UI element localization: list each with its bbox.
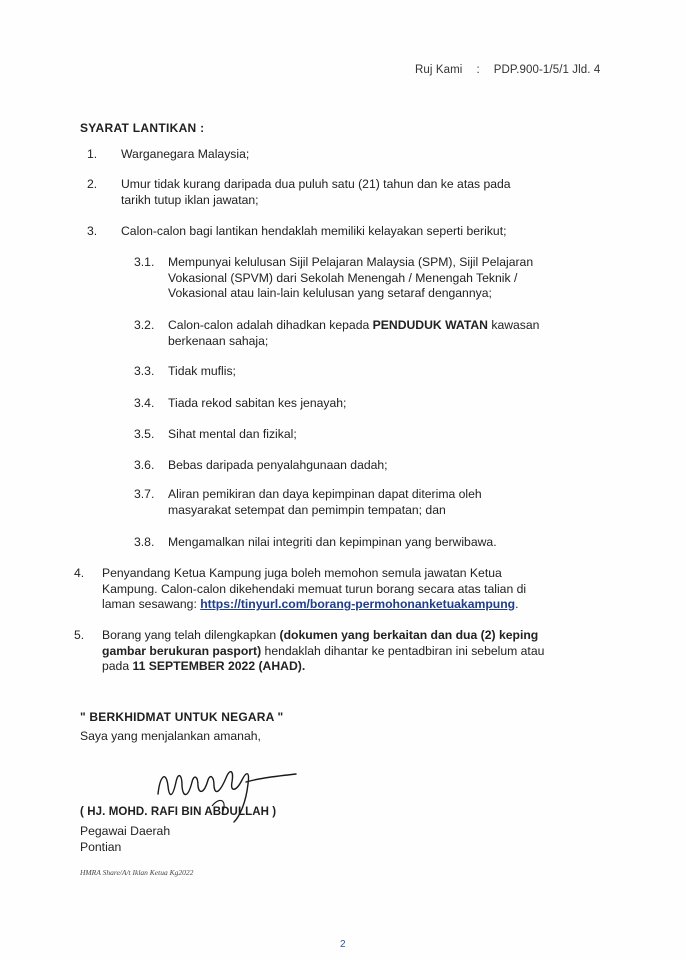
sub-item-number: 3.7. bbox=[134, 487, 155, 501]
sub-item-text: Mengamalkan nilai integriti dan kepimpinan yang berwibawa. bbox=[168, 535, 497, 549]
highlighted-term: PENDUDUK WATAN bbox=[372, 318, 488, 332]
reference-value: PDP.900-1/5/1 Jld. 4 bbox=[493, 64, 601, 76]
sub-item-text-segment: Calon-calon adalah dihadkan kepada bbox=[168, 318, 373, 332]
application-form-link[interactable]: https://tinyurl.com/borang-permohonanketuakampung bbox=[200, 597, 516, 611]
sub-item-text: Bebas daripada penyalahgunaan dadah; bbox=[168, 458, 388, 472]
item-text-line: Umur tidak kurang daripada dua puluh satu (21) tahun dan ke atas pada bbox=[121, 177, 511, 191]
item-text: Warganegara Malaysia; bbox=[121, 147, 250, 161]
item-text-line: tarikh tutup iklan jawatan; bbox=[121, 192, 259, 207]
item-text-segment: laman sesawang: bbox=[102, 597, 201, 611]
sub-item-number: 3.8. bbox=[134, 535, 155, 549]
signatory-district: Pontian bbox=[80, 840, 122, 854]
sub-item-text-line: Aliran pemikiran dan daya kepimpinan dapat diterima oleh bbox=[168, 487, 482, 501]
item-text: Calon-calon bagi lantikan hendaklah memiliki kelayakan seperti berikut; bbox=[121, 224, 507, 238]
sub-item-text-line: berkenaan sahaja; bbox=[168, 333, 269, 348]
motto: " BERKHIDMAT UNTUK NEGARA " bbox=[80, 710, 284, 724]
sub-item-number: 3.5. bbox=[134, 427, 155, 441]
section-heading: SYARAT LANTIKAN : bbox=[80, 121, 205, 135]
item-number: 5. bbox=[74, 628, 85, 642]
item-number: 2. bbox=[87, 177, 98, 191]
sub-item-text-line: Vokasional atau lain-lain kelulusan yang setaraf dengannya; bbox=[168, 286, 492, 300]
item-text-segment: hendaklah dihantar ke pentadbiran ini sebelum atau bbox=[261, 643, 545, 658]
sub-item-text-line: masyarakat setempat dan pemimpin tempatan; dan bbox=[168, 502, 446, 517]
sub-item-text: Tidak muflis; bbox=[168, 364, 236, 378]
sub-item-number: 3.1. bbox=[134, 255, 155, 269]
sub-item-text: Sihat mental dan fizikal; bbox=[168, 427, 297, 441]
page-number: 2 bbox=[340, 939, 346, 950]
file-reference-footer: HMRA Share/A/t Iklan Ketua Kg2022 bbox=[80, 868, 194, 877]
sub-item-text-line: Mempunyai kelulusan Sijil Pelajaran Malaysia (SPM), Sijil Pelajaran bbox=[168, 255, 534, 269]
sub-item-number: 3.2. bbox=[134, 318, 155, 332]
closing-line: Saya yang menjalankan amanah, bbox=[80, 729, 261, 743]
sub-item-number: 3.3. bbox=[134, 364, 155, 378]
sub-item-text: Tiada rekod sabitan kes jenayah; bbox=[168, 396, 347, 410]
reference-separator: : bbox=[476, 64, 480, 76]
highlighted-text: gambar berukuran pasport) bbox=[102, 643, 262, 658]
reference-label: Ruj Kami bbox=[415, 64, 463, 76]
item-text-segment: Borang yang telah dilengkapkan bbox=[102, 628, 280, 642]
sub-item-text-segment: kawasan bbox=[487, 318, 540, 332]
signatory-name: ( HJ. MOHD. RAFI BIN ABDULLAH ) bbox=[80, 806, 277, 818]
item-text-line: Kampung. Calon-calon dikehendaki memuat turun borang secara atas talian di bbox=[102, 581, 527, 596]
signatory-title: Pegawai Daerah bbox=[80, 824, 171, 838]
signatory-details bbox=[80, 823, 170, 855]
item-text-segment: . bbox=[515, 597, 519, 611]
highlighted-text: (dokumen yang berkaitan dan dua (2) keping bbox=[279, 628, 539, 642]
item-number: 3. bbox=[87, 224, 98, 238]
sub-item-number: 3.4. bbox=[134, 396, 155, 410]
item-number: 4. bbox=[74, 566, 85, 580]
item-number: 1. bbox=[87, 147, 98, 161]
deadline-date: 11 SEPTEMBER 2022 (AHAD). bbox=[132, 659, 306, 673]
sub-item-number: 3.6. bbox=[134, 458, 155, 472]
item-text-line: Penyandang Ketua Kampung juga boleh memohon semula jawatan Ketua bbox=[102, 566, 502, 580]
reference-number bbox=[415, 64, 600, 76]
item-text-segment: pada bbox=[102, 659, 133, 673]
sub-item-text-line: Vokasional (SPVM) dari Sekolah Menengah / Menengah Teknik / bbox=[168, 270, 518, 285]
